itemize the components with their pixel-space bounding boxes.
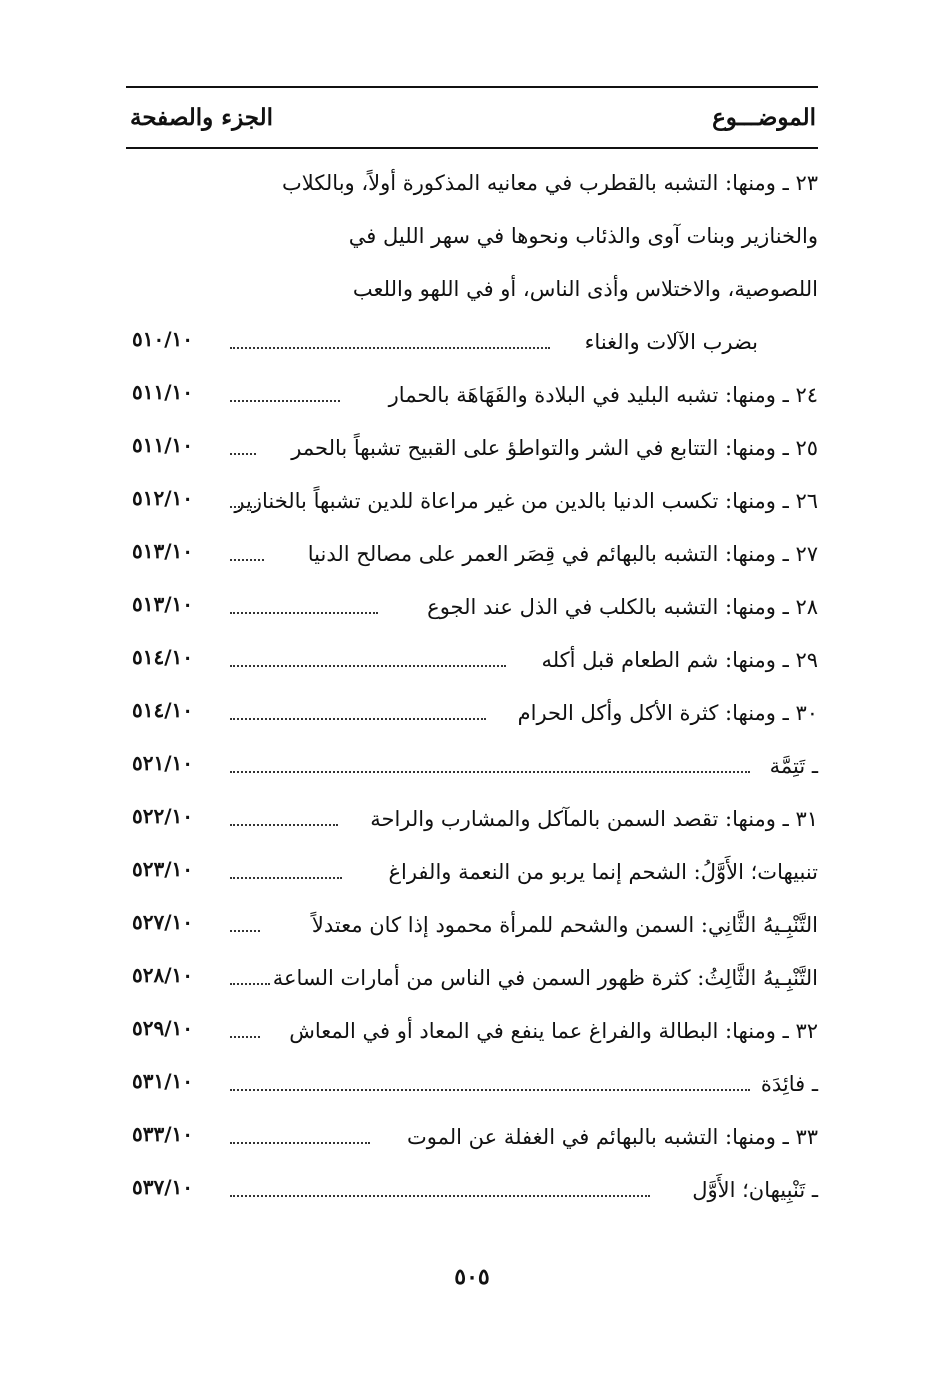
leader-dots [230, 875, 342, 879]
index-entry [126, 478, 818, 531]
leader-dots [230, 1140, 370, 1144]
entry-title: ـ تَتِمَّة [769, 754, 818, 778]
entry-title: ٣٢ ـ ومنها: البطالة والفراغ عما ينفع في المعاد أو في المعاش [289, 1019, 818, 1043]
index-entry [126, 531, 818, 584]
index-entry [126, 637, 818, 690]
entry-title: ٢٨ ـ ومنها: التشبه بالكلب في الذل عند الجوع [427, 595, 818, 619]
entry-title: ٣٣ ـ ومنها: التشبه بالبهائم في الغفلة عن الموت [406, 1125, 818, 1149]
part-page-ref: ٥٢٧/١٠ [132, 910, 194, 934]
index-entry [126, 1061, 818, 1114]
header-rule [126, 147, 818, 149]
part-page-ref: ٥٢٣/١٠ [132, 857, 194, 881]
part-page-ref: ٥١٣/١٠ [132, 539, 194, 563]
index-entries [126, 160, 818, 1220]
entry-title: ٢٥ ـ ومنها: التتابع في الشر والتواطؤ على القبيح تشبهاً بالحمر [291, 436, 818, 460]
entry-last-line-row [126, 319, 818, 372]
part-page-ref: ٥٣٧/١٠ [132, 1175, 194, 1199]
index-entry [126, 690, 818, 743]
entry-line: والخنازير وبنات آوى والذئاب ونحوها في سهر الليل في [348, 224, 818, 248]
part-page-ref: ٥٢٢/١٠ [132, 804, 194, 828]
entry-line: ٢٣ ـ ومنها: التشبه بالقطرب في معانيه المذكورة أولاً، وبالكلاب [282, 171, 818, 195]
part-page-ref: ٥١٣/١٠ [132, 592, 194, 616]
entry-title: ـ تَنْبِيهان؛ الأَوَّل [692, 1178, 818, 1202]
leader-dots [230, 610, 378, 614]
index-entry [126, 796, 818, 849]
part-page-ref: ٥١١/١٠ [132, 380, 194, 404]
leader-dots [230, 1193, 650, 1197]
leader-dots [230, 928, 260, 932]
index-entry [126, 584, 818, 637]
index-entry [126, 425, 818, 478]
part-page-ref: ٥١٢/١٠ [132, 486, 194, 510]
leader-dots [230, 398, 340, 402]
leader-dots [230, 557, 264, 561]
index-entry [126, 955, 818, 1008]
entry-title: ٢٤ ـ ومنها: تشبه البليد في البلادة والفَهَاهَة بالحمار [388, 383, 818, 407]
index-entry-multiline [126, 160, 818, 372]
leader-dots [230, 769, 750, 773]
entry-line: بضرب الآلات والغناء [584, 330, 758, 354]
leader-dots [230, 663, 506, 667]
entry-title: ـ فائِدَة [760, 1072, 818, 1096]
index-entry [126, 1114, 818, 1167]
part-page-ref: ٥٢٩/١٠ [132, 1016, 194, 1040]
page-number: ٥٠٥ [454, 1264, 490, 1290]
leader-dots [230, 1087, 750, 1091]
part-page-ref: ٥١٤/١٠ [132, 645, 194, 669]
part-page-ref: ٥٣٣/١٠ [132, 1122, 194, 1146]
index-entry [126, 743, 818, 796]
part-page-ref: ٥٣١/١٠ [132, 1069, 194, 1093]
part-page-ref: ٥١٤/١٠ [132, 698, 194, 722]
entry-title: تنبيهات؛ الأَوَّلُ: الشحم إنما يربو من النعمة والفراغ [388, 860, 818, 884]
part-page-ref: ٥١١/١٠ [132, 433, 194, 457]
entry-line: اللصوصية، والاختلاس وأذى الناس، أو في اللهو واللعب [352, 277, 818, 301]
entry-title: التَّنْبِـيهُ الثَّانِي: السمن والشحم للمرأة محمود إذا كان معتدلاً [311, 913, 818, 937]
leader-dots [230, 981, 270, 985]
top-rule [126, 86, 818, 88]
leader-dots [230, 1034, 260, 1038]
leader-dots [230, 451, 256, 455]
entry-title: ٣٠ ـ ومنها: كثرة الأكل وأكل الحرام [517, 701, 818, 725]
index-entry [126, 1167, 818, 1220]
entry-title: ٣١ ـ ومنها: تقصد السمن بالمآكل والمشارب والراحة [370, 807, 818, 831]
part-page-ref: ٥٢١/١٠ [132, 751, 194, 775]
leader-dots [230, 716, 486, 720]
part-page-ref: ٥١٠/١٠ [132, 327, 194, 351]
index-entry [126, 849, 818, 902]
subject-column-header: الموضـــوع [712, 104, 816, 131]
entry-title: ٢٧ ـ ومنها: التشبه بالبهائم في قِصَر العمر على مصالح الدنيا [307, 542, 818, 566]
index-entry [126, 902, 818, 955]
entry-title: ٢٩ ـ ومنها: شم الطعام قبل أكله [541, 648, 818, 672]
entry-title: ٢٦ ـ ومنها: تكسب الدنيا بالدين من غير مراعاة للدين تشبهاً بالخنازير [234, 489, 818, 513]
part-page-column-header: الجزء والصفحة [130, 104, 274, 131]
entry-title: التَّنْبِـيهُ الثَّالِثُ: كثرة ظهور السمن في الناس من أمارات الساعة [272, 966, 818, 990]
index-entry [126, 1008, 818, 1061]
leader-dots [230, 345, 550, 349]
leader-dots [230, 822, 338, 826]
index-entry [126, 372, 818, 425]
part-page-ref: ٥٢٨/١٠ [132, 963, 194, 987]
leader-dots [230, 504, 256, 508]
